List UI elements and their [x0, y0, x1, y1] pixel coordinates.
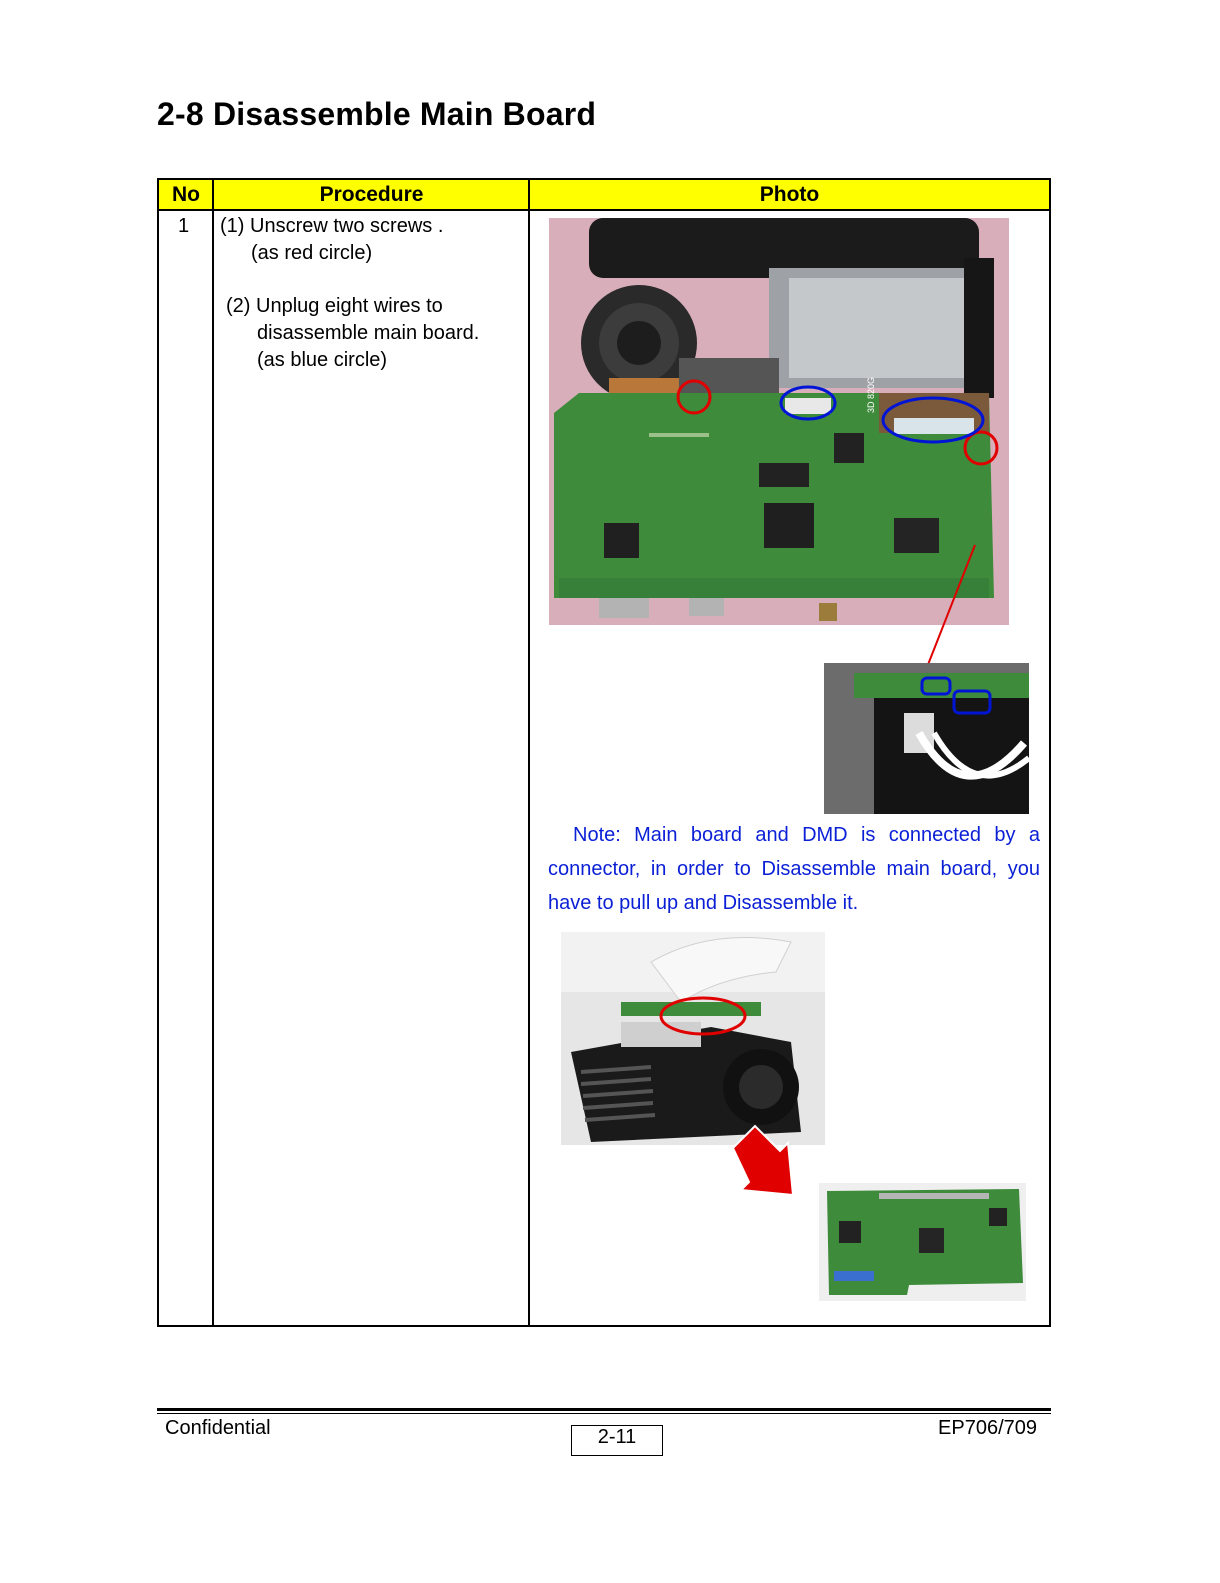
footer-rule-thin — [157, 1413, 1051, 1414]
svg-text:3D 820G: 3D 820G — [866, 376, 876, 413]
step1-line1: (1) Unscrew two screws . — [220, 215, 444, 237]
header-no: No — [159, 180, 213, 211]
column-divider — [528, 180, 530, 1325]
column-divider — [212, 180, 214, 1325]
header-procedure: Procedure — [213, 180, 530, 211]
step2-line2: disassemble main board. — [257, 322, 480, 344]
footer-model: EP706/709 — [938, 1417, 1037, 1439]
note-text: Note: Main board and DMD is connected by a connector, in order to Disassemble main board, you have to pull up and Disassemble it. — [548, 824, 1040, 914]
page-title: 2-8 Disassemble Main Board — [157, 96, 597, 132]
step2-line3: (as blue circle) — [257, 349, 388, 371]
footer-confidential: Confidential — [165, 1417, 271, 1439]
photo-dmd-connector — [824, 663, 1029, 814]
photo-removed-main-board — [819, 1183, 1026, 1301]
step1-line2: (as red circle) — [251, 242, 373, 264]
row-number: 1 — [178, 215, 190, 237]
footer-rule — [157, 1408, 1051, 1411]
step2-line1: (2) Unplug eight wires to — [226, 295, 443, 317]
page-number: 2-11 — [571, 1425, 663, 1456]
red-arrow-icon — [725, 1120, 815, 1210]
photo-pull-up-board — [561, 932, 825, 1145]
header-photo: Photo — [530, 180, 1049, 211]
